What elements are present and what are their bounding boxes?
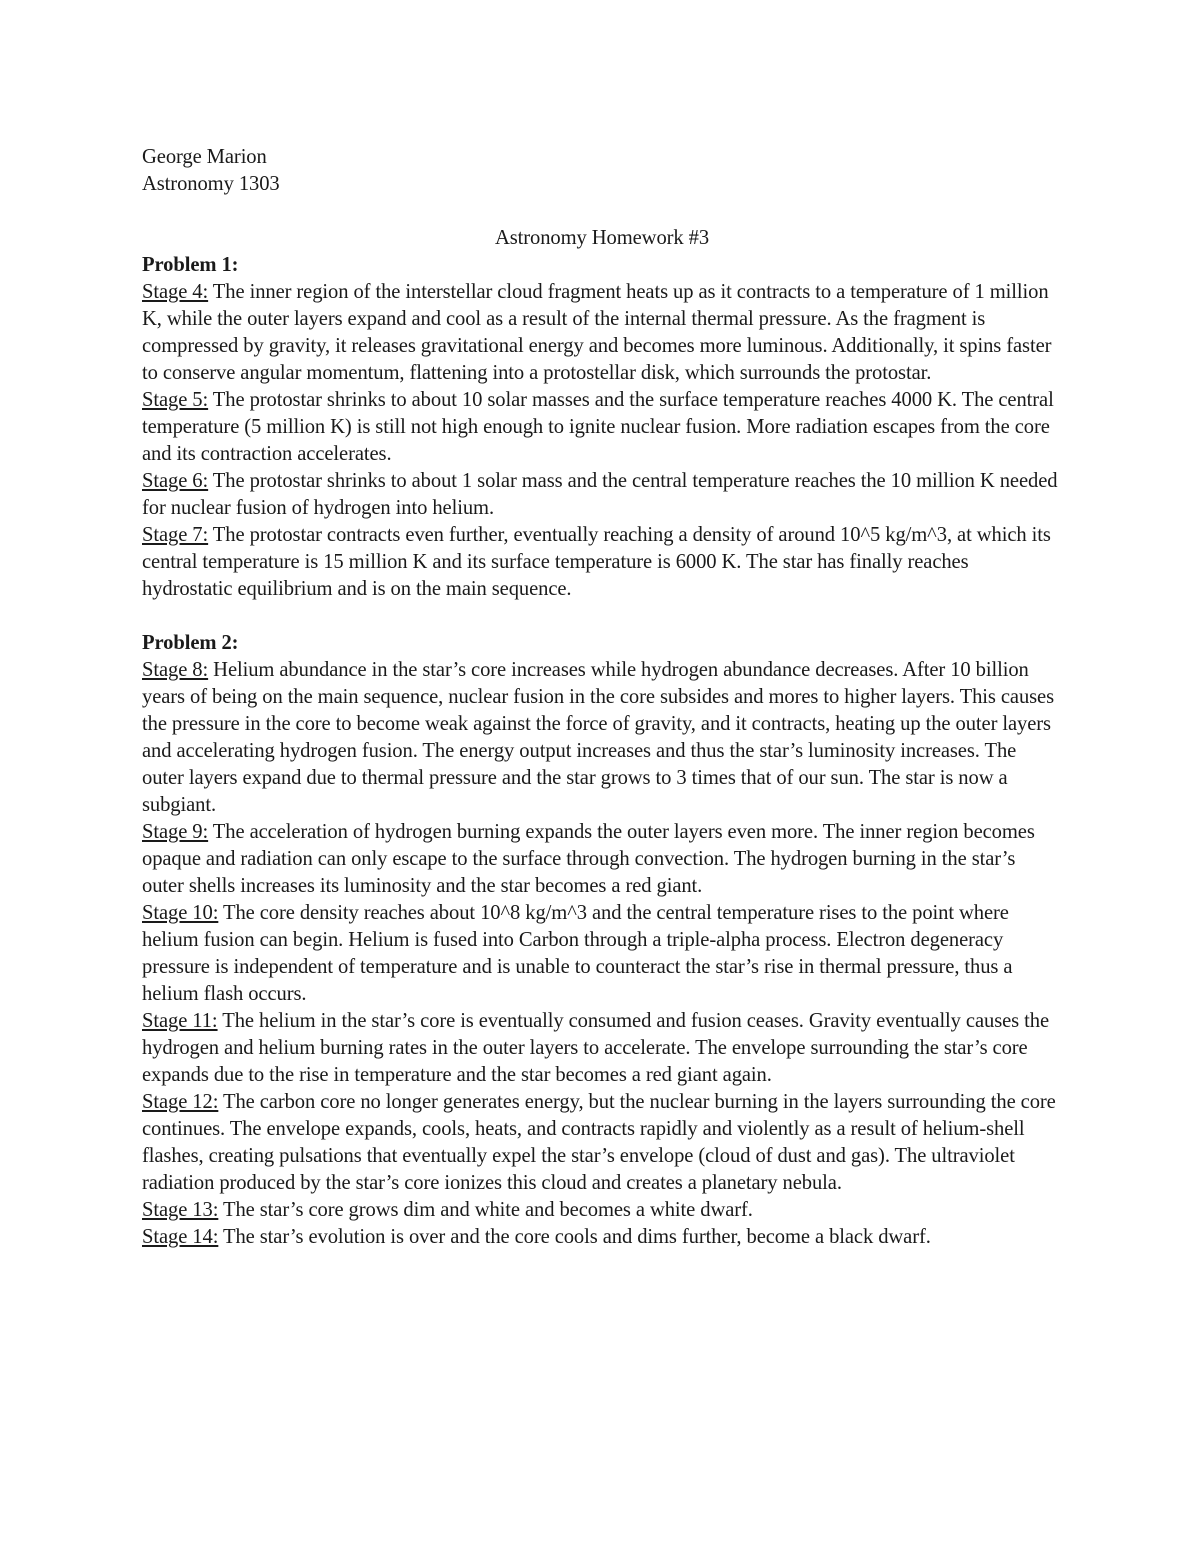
document-page bbox=[142, 144, 1062, 1251]
problem-1-heading: Problem 1: bbox=[142, 254, 239, 276]
stage-13-text: The star’s core grows dim and white and becomes a white dwarf. bbox=[218, 1199, 753, 1221]
stage-7-label: Stage 7: bbox=[142, 524, 209, 546]
stage-8-text: Helium abundance in the star’s core increases while hydrogen abundance decreases. After 10 billion years of being on the main sequence, nuclear fusion in the core subsides and mores to higher layers. This causes the pressure in the core to become weak against the force of gravity, and it contracts, heating up the outer layers and accelerating hydrogen fusion. The energy output increases and thus the star’s luminosity increases. The outer layers expand due to thermal pressure and the star grows to 3 times that of our sun. The star is now a subgiant. bbox=[142, 659, 1055, 816]
stage-4-label: Stage 4: bbox=[142, 281, 209, 303]
spacer bbox=[142, 603, 1062, 630]
stage-11-text: The helium in the star’s core is eventually consumed and fusion ceases. Gravity eventually causes the hydrogen and helium burning rates in the outer layers to accelerate. The envelope surrounding the star’s core expands due to the rise in temperature and the star becomes a red giant again. bbox=[142, 1010, 1049, 1086]
stage-13-label: Stage 13: bbox=[142, 1199, 219, 1221]
stage-14-label: Stage 14: bbox=[142, 1226, 219, 1248]
stage-10-paragraph bbox=[142, 900, 1062, 1008]
stage-10-text: The core density reaches about 10^8 kg/m^3 and the central temperature rises to the point where helium fusion can begin. Helium is fused into Carbon through a triple-alpha process. Electron degeneracy pressure is independent of temperature and is unable to counteract the star’s rise in thermal pressure, thus a helium flash occurs. bbox=[142, 902, 1013, 1005]
stage-9-label: Stage 9: bbox=[142, 821, 209, 843]
stage-10-label: Stage 10: bbox=[142, 902, 219, 924]
stage-5-paragraph bbox=[142, 387, 1062, 468]
stage-6-paragraph bbox=[142, 468, 1062, 522]
stage-11-paragraph bbox=[142, 1008, 1062, 1089]
stage-14-paragraph bbox=[142, 1224, 1062, 1251]
problem-2-heading: Problem 2: bbox=[142, 632, 239, 654]
stage-5-text: The protostar shrinks to about 10 solar masses and the surface temperature reaches 4000 K. The central temperature (5 million K) is still not high enough to ignite nuclear fusion. More radiation escapes from the core and its contraction accelerates. bbox=[142, 389, 1054, 465]
spacer bbox=[142, 198, 1062, 225]
author-name: George Marion bbox=[142, 146, 267, 168]
stage-6-text: The protostar shrinks to about 1 solar mass and the central temperature reaches the 10 million K needed for nuclear fusion of hydrogen into helium. bbox=[142, 470, 1058, 519]
stage-13-paragraph bbox=[142, 1197, 1062, 1224]
stage-4-text: The inner region of the interstellar cloud fragment heats up as it contracts to a temperature of 1 million K, while the outer layers expand and cool as a result of the internal thermal pressure. As the fragment is compressed by gravity, it releases gravitational energy and becomes more luminous. Additionally, it spins faster to conserve angular momentum, flattening into a protostellar disk, which surrounds the protostar. bbox=[142, 281, 1052, 384]
stage-5-label: Stage 5: bbox=[142, 389, 209, 411]
stage-8-label: Stage 8: bbox=[142, 659, 209, 681]
document-title: Astronomy Homework #3 bbox=[494, 227, 710, 249]
stage-14-text: The star’s evolution is over and the core cools and dims further, become a black dwarf. bbox=[218, 1226, 931, 1248]
problem-1-section bbox=[142, 252, 1062, 603]
stage-4-paragraph bbox=[142, 279, 1062, 387]
stage-12-paragraph bbox=[142, 1089, 1062, 1197]
stage-9-text: The acceleration of hydrogen burning expands the outer layers even more. The inner region becomes opaque and radiation can only escape to the surface through convection. The hydrogen burning in the star’s outer shells increases its luminosity and the star becomes a red giant. bbox=[142, 821, 1035, 897]
course-name: Astronomy 1303 bbox=[142, 173, 280, 195]
stage-12-label: Stage 12: bbox=[142, 1091, 219, 1113]
stage-8-paragraph bbox=[142, 657, 1062, 819]
stage-7-paragraph bbox=[142, 522, 1062, 603]
stage-7-text: The protostar contracts even further, eventually reaching a density of around 10^5 kg/m^3, at which its central temperature is 15 million K and its surface temperature is 6000 K. The star has finally reaches hydrostatic equilibrium and is on the main sequence. bbox=[142, 524, 1051, 600]
stage-9-paragraph bbox=[142, 819, 1062, 900]
stage-11-label: Stage 11: bbox=[142, 1010, 218, 1032]
stage-6-label: Stage 6: bbox=[142, 470, 209, 492]
problem-2-section bbox=[142, 630, 1062, 1251]
stage-12-text: The carbon core no longer generates energy, but the nuclear burning in the layers surrounding the core continues. The envelope expands, cools, heats, and contracts rapidly and violently as a result of helium-shell flashes, creating pulsations that eventually expel the star’s envelope (cloud of dust and gas). The ultraviolet radiation produced by the star’s core ionizes this cloud and creates a planetary nebula. bbox=[142, 1091, 1056, 1194]
